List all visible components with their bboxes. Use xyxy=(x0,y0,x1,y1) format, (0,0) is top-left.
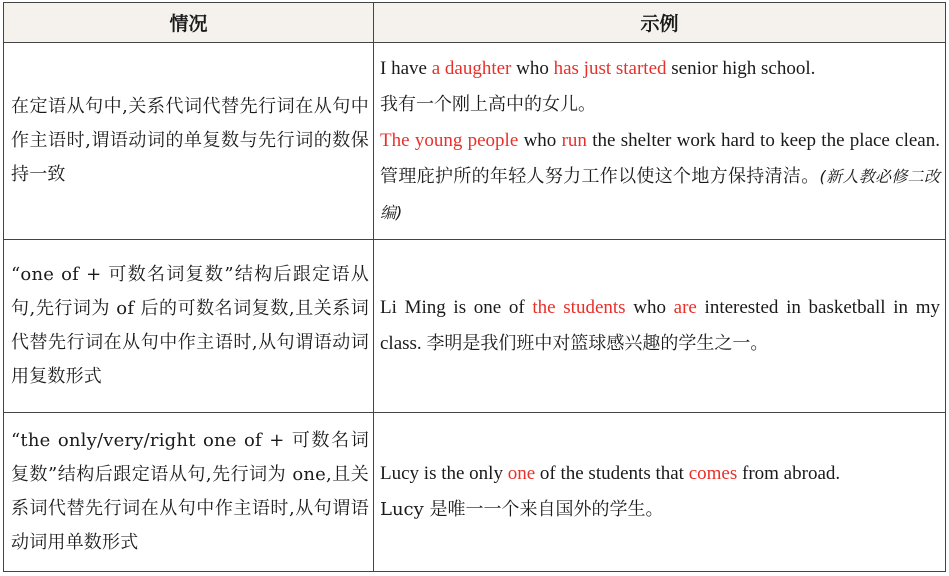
text-segment: senior high school. xyxy=(666,58,816,79)
text-segment: who xyxy=(625,297,674,318)
text-segment: who xyxy=(511,58,554,79)
example-sentence-en xyxy=(380,456,940,492)
example-translation: Lucy 是唯一一个来自国外的学生。 xyxy=(380,499,664,520)
highlight-antecedent: the students xyxy=(532,297,626,318)
highlight-verb: comes xyxy=(688,463,738,484)
example-sentence-en xyxy=(380,123,940,231)
table-row xyxy=(4,43,946,240)
source-note: (新人教必修二改编) xyxy=(380,167,940,222)
situation-cell: “the only/very/right one of + 可数名词复数”结构后跟定语从句,先行词为 one,且关系词代替先行词在从句中作主语时,从句谓语动词用单数形式 xyxy=(4,413,374,572)
example-cell xyxy=(374,240,946,413)
example-translation: 李明是我们班中对篮球感兴趣的学生之一。 xyxy=(426,333,769,354)
text-segment: who xyxy=(518,130,562,151)
text-segment: from abroad. xyxy=(737,463,841,484)
text-segment: of the students that xyxy=(535,463,689,484)
table-header-row xyxy=(4,3,946,43)
table-row xyxy=(4,413,946,572)
header-example: 示例 xyxy=(374,3,946,43)
situation-cell: 在定语从句中,关系代词代替先行词在从句中作主语时,谓语动词的单复数与先行词的数保持一致 xyxy=(4,43,374,240)
highlight-antecedent: one xyxy=(507,463,536,484)
example-translation: 我有一个刚上高中的女儿。 xyxy=(380,94,596,115)
table-row xyxy=(4,240,946,413)
header-situation: 情况 xyxy=(4,3,374,43)
highlight-verb: has just started xyxy=(553,58,667,79)
situation-cell: “one of + 可数名词复数”结构后跟定语从句,先行词为 of 后的可数名词复数,且关系词代替先行词在从句中作主语时,从句谓语动词用复数形式 xyxy=(4,240,374,413)
text-segment: Lucy is the only xyxy=(380,463,508,484)
text-segment: I have xyxy=(380,58,432,79)
highlight-verb: run xyxy=(561,130,587,151)
highlight-antecedent: a daughter xyxy=(431,58,512,79)
example-cell xyxy=(374,413,946,572)
example-sentence-en xyxy=(380,51,940,87)
text-segment: the shelter work hard to keep the place clean. xyxy=(586,130,940,151)
text-segment: Li Ming is one of xyxy=(380,297,533,318)
grammar-table xyxy=(3,2,946,572)
highlight-antecedent: The young people xyxy=(380,130,519,151)
text-segment: interested in basketball in my class. xyxy=(380,297,940,354)
example-cell xyxy=(374,43,946,240)
highlight-verb: are xyxy=(673,297,697,318)
example-translation: 管理庇护所的年轻人努力工作以使这个地方保持清洁。 xyxy=(380,166,820,187)
